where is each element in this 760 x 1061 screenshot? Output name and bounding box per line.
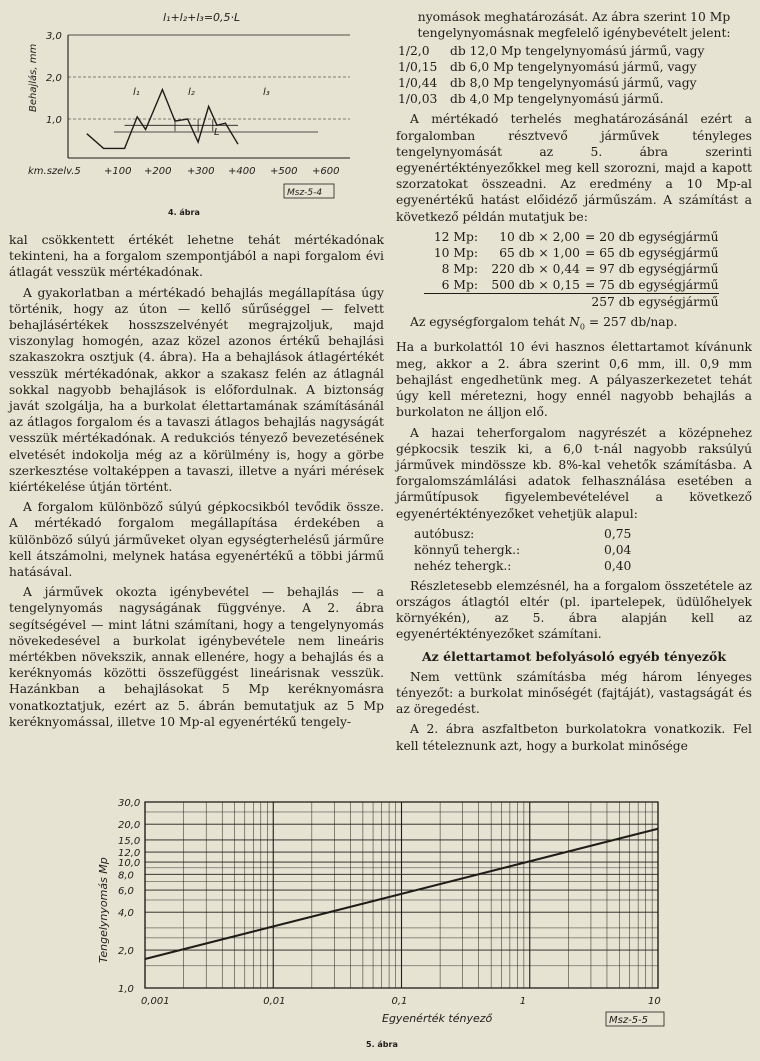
- calc-result: = 20 db egységjármű: [585, 229, 719, 244]
- fig5-ytick-label: 4,0: [118, 908, 134, 920]
- calc-load: 10 Mp:: [433, 245, 478, 260]
- left-para-4: A járművek okozta igénybevétel — behajlás — a tengelynyomás nagyságának függvénye. A 2. ábra segítségével — mint látni számítani, hogy a tengelynyomás növekedesével a burkolat igénybevétele nem lineáris mértékben növekszik, annak ellenére, hogy a behajlás és a keréknyomás közötti összefüggést lineárisnak vesszük. Hazánkban a behajlásokat 5 Mp keréknyomásra vonatkoztatjuk, ezért az 5. ábrán bemutatjuk az 5 Mp keréknyomással, illetve 10 Mp-al egyenértékű tengely-: [9, 585, 384, 729]
- calc-product: 65 db × 1,00: [499, 245, 580, 260]
- fig5-ytick-label: 2,0: [118, 946, 134, 958]
- equiv-row: [398, 59, 704, 75]
- equiv-ratio: 1/2,0: [398, 44, 430, 59]
- calc-table: [424, 229, 719, 310]
- fig5-ytick-label: 8,0: [118, 870, 134, 882]
- fig4-caption: 4. ábra: [168, 208, 200, 217]
- equiv-row: [398, 75, 704, 91]
- right-para-5: Részletesebb elemzésnél, ha a forgalom összetétele az országos átlagtól eltér (pl. ipartelepek, üdülőhelyek környékén), az 5. ábra alapján kell az egyenértéktényezőket számítani.: [396, 578, 752, 642]
- equiv-ratio: 1/0,03: [398, 92, 438, 107]
- calc-row: [424, 245, 719, 261]
- right-intro-2: tengelynyomásnak megfelelő igénybevételt jelent:: [417, 26, 731, 41]
- calc-total: 257 db egységjármű: [580, 293, 719, 310]
- fig4-xtick-1: +100: [104, 166, 132, 177]
- fig5-ytick-label: 12,0: [118, 848, 141, 860]
- fig4-xtick-3: +300: [187, 166, 215, 177]
- calc-product: 220 db × 0,44: [491, 261, 580, 276]
- fig5-ytick-label: 20,0: [118, 820, 141, 832]
- factor-name: könnyű tehergk.:: [414, 542, 521, 557]
- left-para-2: A gyakorlatban a mértékadó behajlás megállapítása úgy történik, hogy az úton — kellő sűrűséggel — felvett behajlásértékek hosszszelvényét megrajzoljuk, majd viszonylag homogén, azaz közel azonos értékű behajlási szakaszokra osztjuk (4. ábra). Ha a behajlások átlagértékét vesszük mértékadónak, akkor a szakasz felén az átlagnál sokkal nagyobb behajlások is előfordulnak. A biztonság javát szolgálja, ha a burkolat élettartamának számításánál az átlagos forgalom és a tavaszi átlagos behajlás nagyságát vesszük mértékadónak. A redukciós tényező bevezetésének elvetését indokolja még az a körülmény is, hogy a görbe szerkesztése voltaképpen a tavaszi, illetve a nyári mérések kiértékelése útján történt.: [9, 285, 384, 495]
- equiv-ratio: 1/0,44: [398, 76, 438, 91]
- fig5-caption: 5. ábra: [366, 1040, 398, 1049]
- calc-row: [424, 229, 719, 245]
- right-para-3: Ha a burkolattól 10 évi hasznos élettartamot kívánunk meg, akkor a 2. ábra szerint 0,6 mm, ill. 0,9 mm behajlást engedhetünk meg. A pályaszerkezetet tehát úgy kell méretezni, hogy ennél nagyobb behajlás a burkolaton ne álljon elő.: [396, 340, 752, 420]
- fig5-xtick-label: 1: [519, 996, 527, 1007]
- equiv-list: [398, 43, 704, 107]
- equiv-row: [398, 91, 704, 107]
- fig5-ytick-label: 6,0: [118, 886, 134, 898]
- calc-row: [424, 261, 719, 277]
- calc-load: 8 Mp:: [441, 261, 478, 276]
- fig5-ytick-label: 15,0: [118, 835, 141, 847]
- fig5-ylabel: Tengelynyomás Mp: [97, 857, 110, 963]
- fig4-xtick-4: +400: [228, 166, 256, 177]
- equiv-text: db 6,0 Mp tengelynyomású jármű, vagy: [450, 60, 697, 75]
- factor-row: [414, 558, 631, 574]
- fig5-tag: Msz-5-5: [609, 1015, 649, 1026]
- left-column: [9, 232, 384, 734]
- factor-name: autóbusz:: [414, 526, 475, 541]
- equiv-row: [398, 43, 704, 59]
- figure-5: [0, 788, 760, 1061]
- unit-traffic-symbol: N: [569, 314, 580, 329]
- factor-row: [414, 542, 631, 558]
- fig5-xtick-label: 10: [648, 996, 661, 1007]
- fig5-xtick-label: 0,1: [391, 996, 408, 1007]
- left-para-3: A forgalom különböző súlyú gépkocsikból tevődik össze. A mértékadó forgalom megállapítása érdekében a különböző súlyú járműveket olyan egységterhelésű járműre kell átszámolni, melynek hatása egyenértékű a többi jármű hatásával.: [9, 500, 384, 580]
- calc-total-row: [424, 293, 719, 310]
- right-para-4: A hazai teherforgalom nagyrészét a középnehez gépkocsik teszik ki, a 6,0 t-nál nagyobb raksúlyú járművek mindössze kb. 8%-kal vehetők számításba. A forgalomszámlálási adatok felhasználása esetében a járműtípusok figyelembevételével a következő egyenértéktényezőket vehetjük alapul:: [396, 425, 752, 521]
- calc-product: 500 db × 0,15: [491, 277, 580, 292]
- equiv-text: db 4,0 Mp tengelynyomású jármű.: [450, 92, 664, 107]
- right-para-1: A mértékadó terhelés meghatározásánál ezért a forgalomban résztvevő járművek tényleges tengelynyomását az 5. ábra szerinti egyenértéktényezőkkel meg kell szorozni, majd a kapott szorzatokat összeadni. Az eredmény a 10 Mp-al egyenértékű hatást előidéző járműszám. A számítást a következő példán mutatjuk be:: [396, 112, 752, 224]
- section-heading: Az élettartamot befolyásoló egyéb tényezők: [421, 648, 727, 664]
- right-para-7: A 2. ábra aszfaltbeton burkolatokra vonatkozik. Fel kell tételeznunk azt, hogy a burkolat minősége: [396, 722, 752, 753]
- fig5-ytick-label: 10,0: [118, 858, 141, 870]
- unit-traffic-text: Az egységforgalom tehát: [410, 314, 566, 329]
- factor-value: 0,04: [604, 542, 632, 557]
- fig5-xtick-label: 0,01: [263, 996, 286, 1007]
- equiv-ratio: 1/0,15: [398, 60, 438, 75]
- factor-value: 0,40: [604, 558, 632, 573]
- fig4-ylabel: Behajlás, mm: [28, 43, 39, 112]
- fig4-xtick-6: +600: [312, 166, 340, 177]
- factor-table: [414, 526, 631, 574]
- right-column: [396, 9, 752, 758]
- equiv-text: db 12,0 Mp tengelynyomású jármű, vagy: [450, 44, 705, 59]
- fig4-xtick-2: +200: [144, 166, 172, 177]
- fig4-ytick-1: 1,0: [46, 115, 62, 126]
- calc-result: = 75 db egységjármű: [585, 277, 719, 292]
- fig4-xtick-5: +500: [270, 166, 298, 177]
- fig4-xtick-0: km.szelv.5: [28, 166, 81, 177]
- calc-load: 6 Mp:: [441, 277, 478, 292]
- fig4-ytick-3: 3,0: [46, 31, 62, 42]
- fig5-xtick-label: 0,001: [141, 996, 170, 1007]
- fig4-span-label: L: [214, 127, 220, 138]
- calc-result: = 97 db egységjármű: [585, 261, 719, 276]
- calc-row: [424, 277, 719, 294]
- right-intro-1: nyomások meghatározását. Az ábra szerint 10 Mp: [417, 10, 731, 24]
- unit-traffic-value: = 257 db/nap.: [588, 314, 678, 329]
- calc-result: = 65 db egységjármű: [585, 245, 719, 260]
- right-para-2: [396, 314, 752, 336]
- equiv-text: db 8,0 Mp tengelynyomású jármű, vagy: [450, 76, 697, 91]
- unit-traffic-subscript: 0: [579, 322, 585, 332]
- factor-value: 0,75: [604, 526, 632, 541]
- fig4-tag: Msz-5-4: [287, 188, 323, 198]
- fig4-seg-2: l₂: [188, 87, 195, 98]
- fig4-seg-3: l₃: [263, 87, 270, 98]
- figure-4: [0, 0, 390, 222]
- fig5-xlabel: Egyenérték tényező: [382, 1012, 493, 1025]
- calc-load: 12 Mp:: [433, 229, 478, 244]
- fig4-ytick-2: 2,0: [46, 73, 62, 84]
- factor-name: nehéz tehergk.:: [414, 558, 512, 573]
- calc-product: 10 db × 2,00: [499, 229, 580, 244]
- factor-row: [414, 526, 631, 542]
- left-para-1: kal csökkentett értékét lehetne tehát mértékadónak tekinteni, ha a forgalom szempontjából a napi forgalom évi átlagát vesszük mértékadónak.: [9, 233, 384, 280]
- fig5-ytick-label: 1,0: [118, 984, 134, 995]
- right-para-6: Nem vettünk számításba még három lényeges tényezőt: a burkolat minőségét (fajtáját), vastagságát és az öregedést.: [396, 669, 752, 717]
- fig5-ytick-label: 30,0: [118, 798, 141, 809]
- fig4-equation: l₁+l₂+l₃=0,5·L: [163, 11, 241, 24]
- fig4-seg-1: l₁: [133, 87, 140, 98]
